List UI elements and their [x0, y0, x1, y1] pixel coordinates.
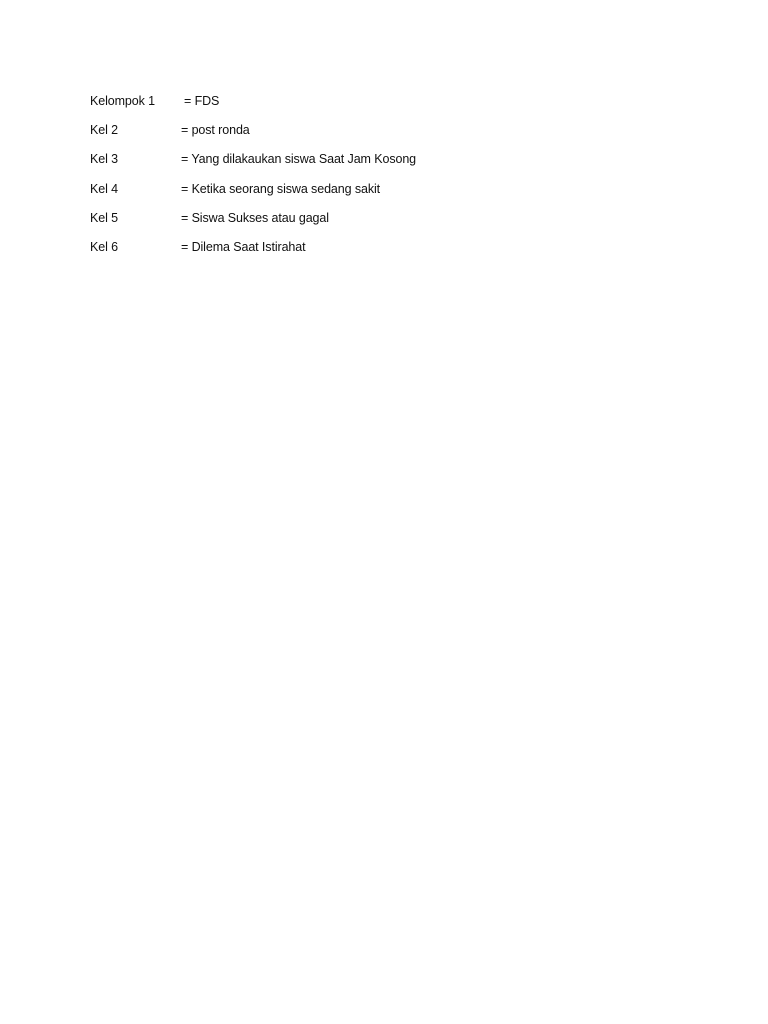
group-label: Kel 5	[90, 210, 118, 225]
group-label: Kel 4	[90, 181, 118, 196]
group-label: Kel 2	[90, 123, 118, 138]
group-label: Kelompok 1	[90, 94, 156, 108]
topic-text: = Siswa Sukses atau gagal	[181, 210, 329, 225]
list-row-kel-6	[90, 238, 690, 267]
group-label: Kel 6	[90, 239, 118, 254]
group-topic-list	[90, 92, 690, 267]
group-label: Kel 3	[90, 152, 118, 167]
topic-text: = Dilema Saat Istirahat	[181, 239, 306, 254]
list-row-kel-4	[90, 180, 690, 209]
list-row-kel-5	[90, 209, 690, 238]
list-row-kelompok-1	[90, 92, 690, 121]
topic-text: = Yang dilakaukan siswa Saat Jam Kosong	[181, 152, 417, 167]
list-row-kel-2	[90, 121, 690, 150]
topic-text: = post ronda	[181, 123, 250, 138]
topic-text: = FDS	[184, 94, 220, 108]
topic-text: = Ketika seorang siswa sedang sakit	[181, 181, 381, 196]
list-row-kel-3	[90, 150, 690, 179]
